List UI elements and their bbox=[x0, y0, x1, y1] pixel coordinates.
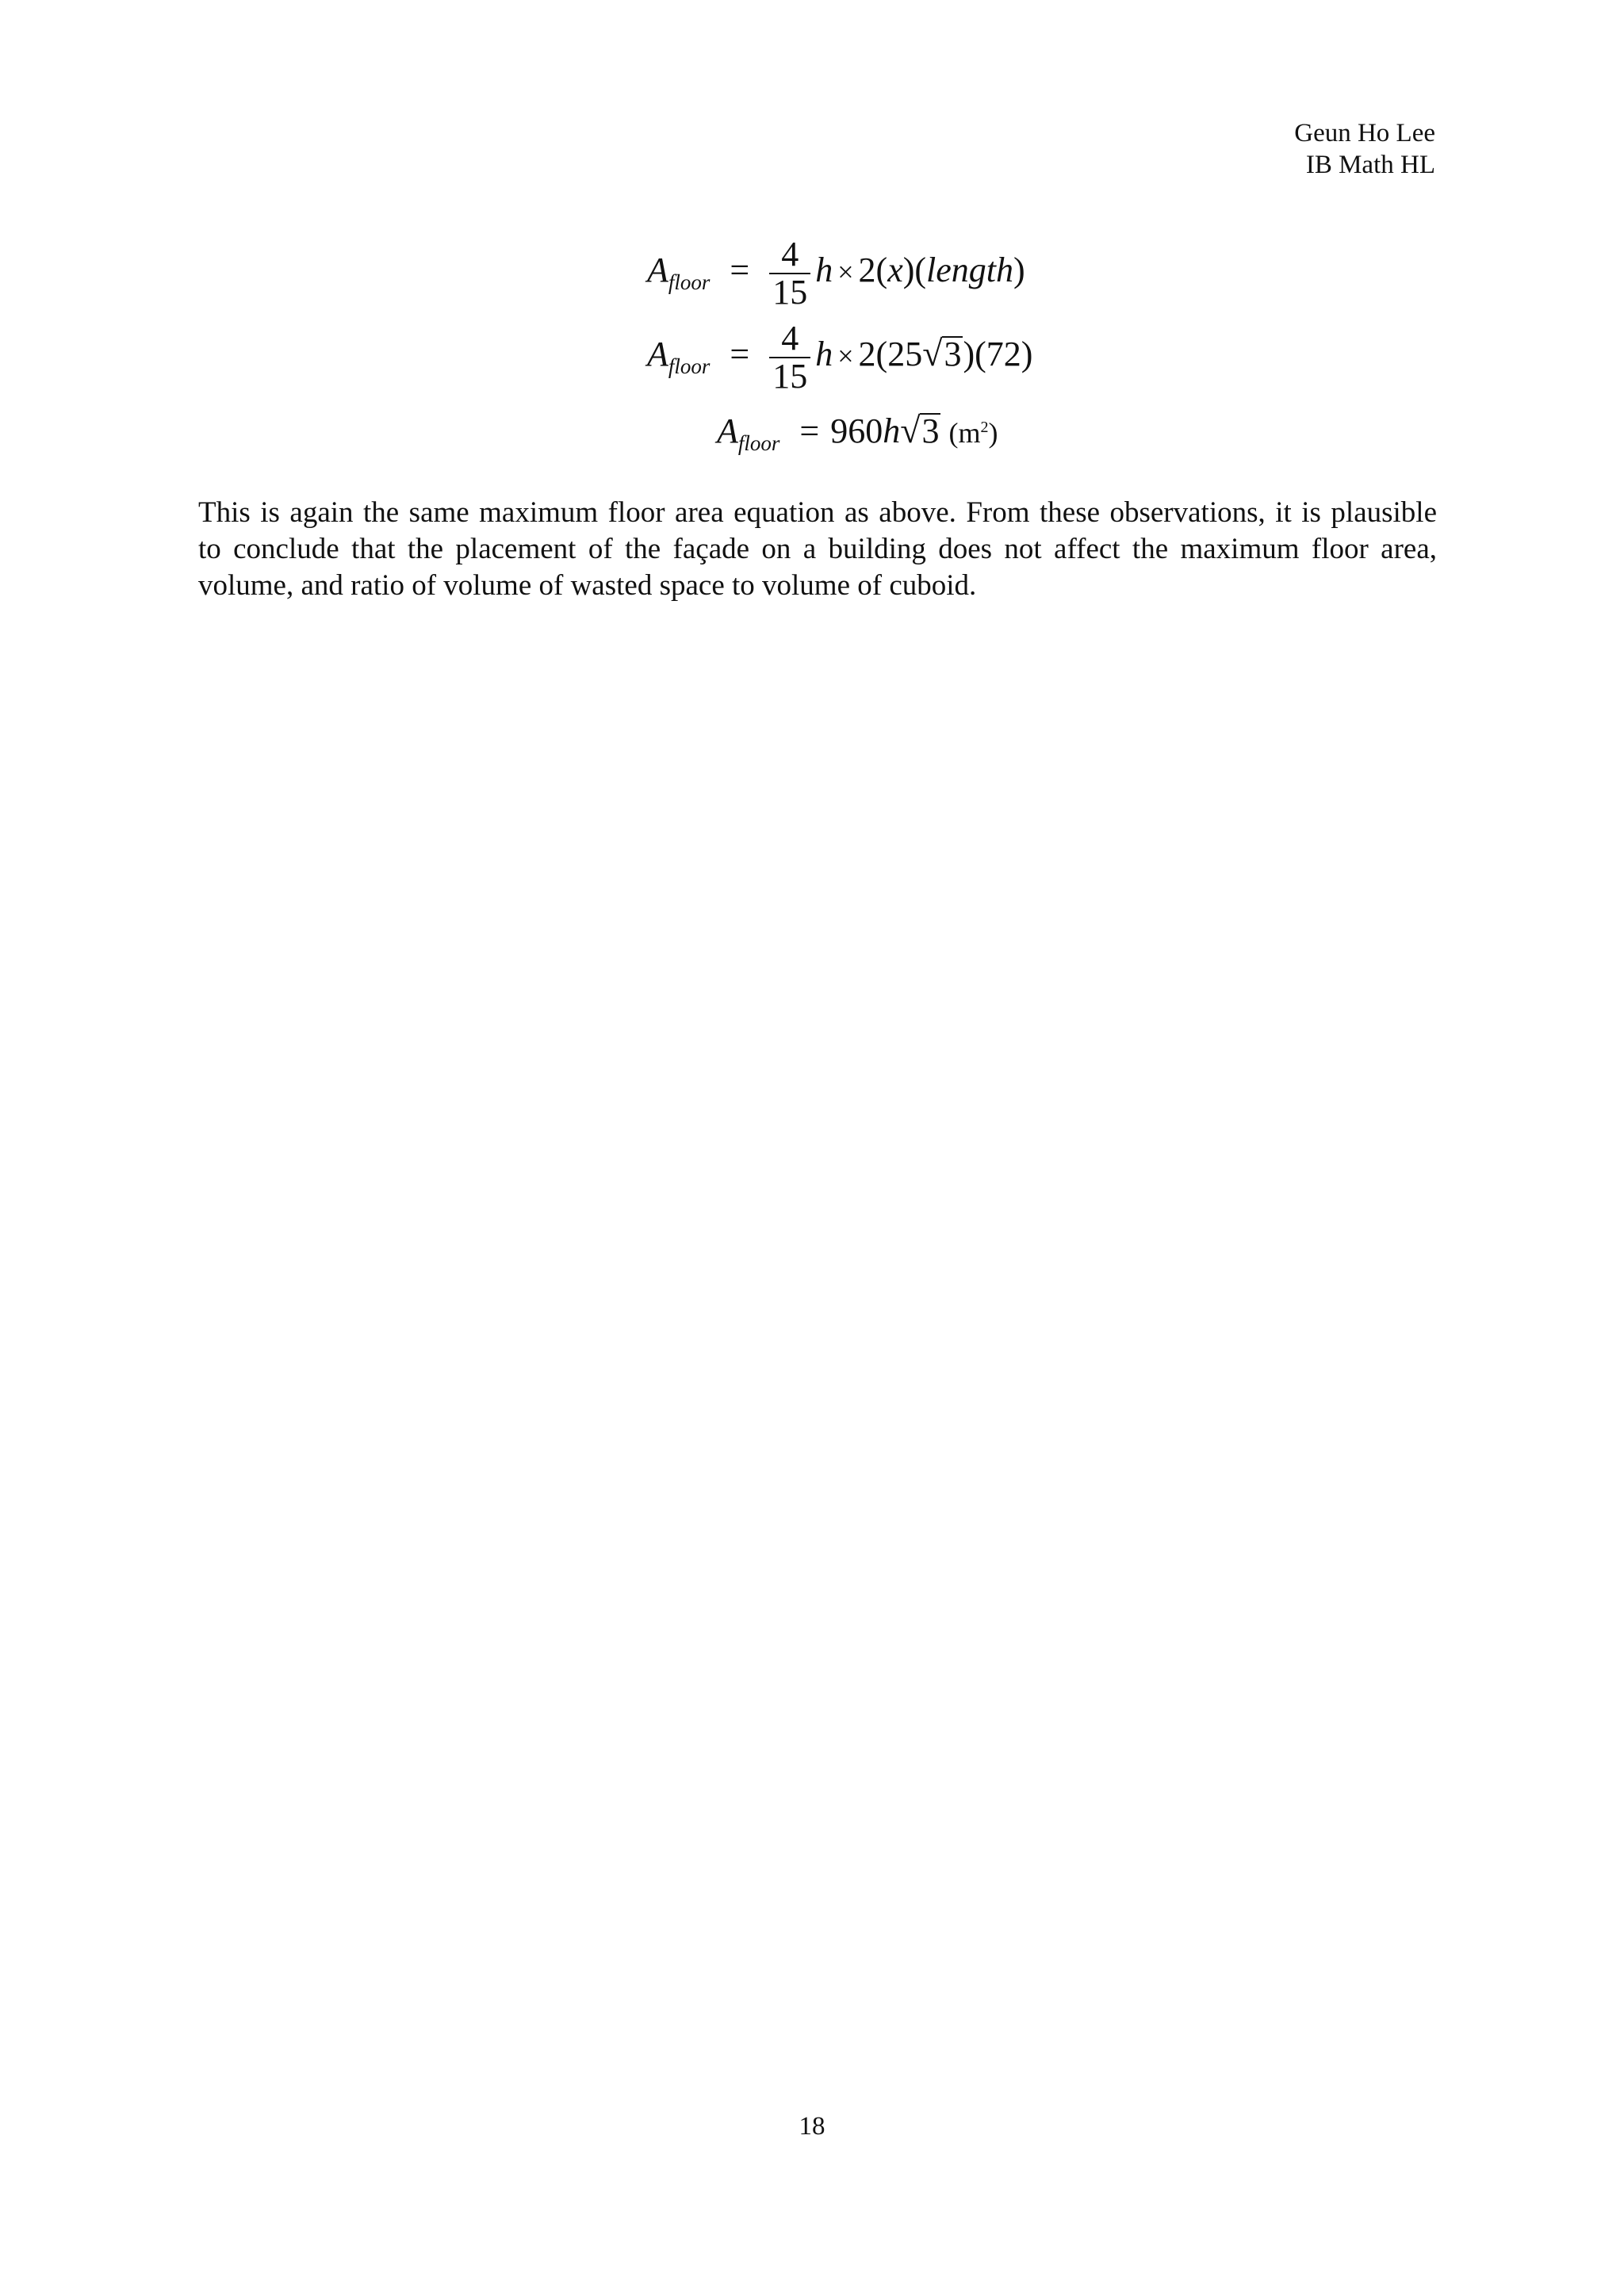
eq2-pre-sqrt: 2(25 bbox=[858, 335, 923, 374]
eq2-fraction-numerator: 4 bbox=[769, 320, 810, 358]
eq3-h-variable: h bbox=[883, 411, 901, 450]
eq3-equals-sign: = bbox=[799, 411, 820, 450]
eq2-lhs-subscript: floor bbox=[668, 354, 710, 379]
eq2-fraction-denominator: 15 bbox=[772, 357, 808, 396]
eq1-fraction-denominator: 15 bbox=[772, 273, 808, 312]
sqrt-symbol-icon: √ bbox=[900, 410, 921, 450]
eq3-coefficient: 960 bbox=[830, 411, 883, 450]
eq3-lhs-variable: A bbox=[717, 411, 738, 450]
eq1-lhs-subscript: floor bbox=[668, 270, 710, 295]
eq1-h-variable: h bbox=[815, 251, 833, 290]
eq1-term-open: 2( bbox=[858, 251, 888, 290]
eq3-unit-open: (m bbox=[948, 417, 981, 449]
eq2-equals-sign: = bbox=[730, 335, 750, 374]
eq1-fraction-numerator: 4 bbox=[769, 236, 810, 274]
eq1-fraction bbox=[769, 236, 810, 311]
paragraph-line-3: volume, and ratio of volume of wasted space to volume of cuboid. bbox=[198, 569, 977, 602]
eq3-lhs-subscript: floor bbox=[737, 431, 780, 455]
eq1-term-close: ) bbox=[1013, 251, 1025, 290]
paragraph-line-1: This is again the same maximum floor area equation as above. From these observations, it is plausible bbox=[198, 496, 1437, 529]
eq1-x-variable: x bbox=[887, 251, 903, 290]
sqrt-symbol-icon: √ bbox=[922, 333, 943, 374]
equation-floor-area-substituted bbox=[647, 320, 1032, 395]
paragraph-line-2: to conclude that the placement of the façade on a building does not affect the maximum floor area, bbox=[198, 533, 1437, 565]
eq3-square-root bbox=[900, 412, 940, 449]
eq3-radicand: 3 bbox=[921, 411, 940, 450]
eq2-square-root bbox=[922, 335, 963, 372]
eq2-h-variable: h bbox=[815, 335, 833, 374]
eq2-times-sign: × bbox=[837, 340, 854, 373]
eq1-times-sign: × bbox=[837, 256, 854, 289]
eq3-unit-close: ) bbox=[988, 417, 998, 449]
author-name: Geun Ho Lee bbox=[1294, 119, 1435, 147]
eq1-equals-sign: = bbox=[730, 251, 750, 290]
eq3-unit-exponent: 2 bbox=[980, 419, 989, 436]
eq1-lhs-variable: A bbox=[647, 251, 668, 290]
course-name: IB Math HL bbox=[1305, 151, 1435, 179]
eq2-lhs-variable: A bbox=[647, 335, 668, 374]
eq2-radicand: 3 bbox=[944, 335, 962, 374]
eq2-fraction bbox=[769, 320, 810, 395]
page-header bbox=[1294, 117, 1435, 181]
eq2-post-sqrt: )(72) bbox=[963, 335, 1033, 374]
eq1-length-variable: length bbox=[926, 251, 1014, 290]
eq3-unit bbox=[948, 417, 998, 449]
equation-floor-area-general bbox=[647, 236, 1025, 311]
eq1-term-mid: )( bbox=[902, 251, 927, 290]
page-number: 18 bbox=[799, 2112, 825, 2141]
equation-floor-area-result bbox=[717, 410, 998, 455]
conclusion-paragraph bbox=[198, 495, 1437, 604]
